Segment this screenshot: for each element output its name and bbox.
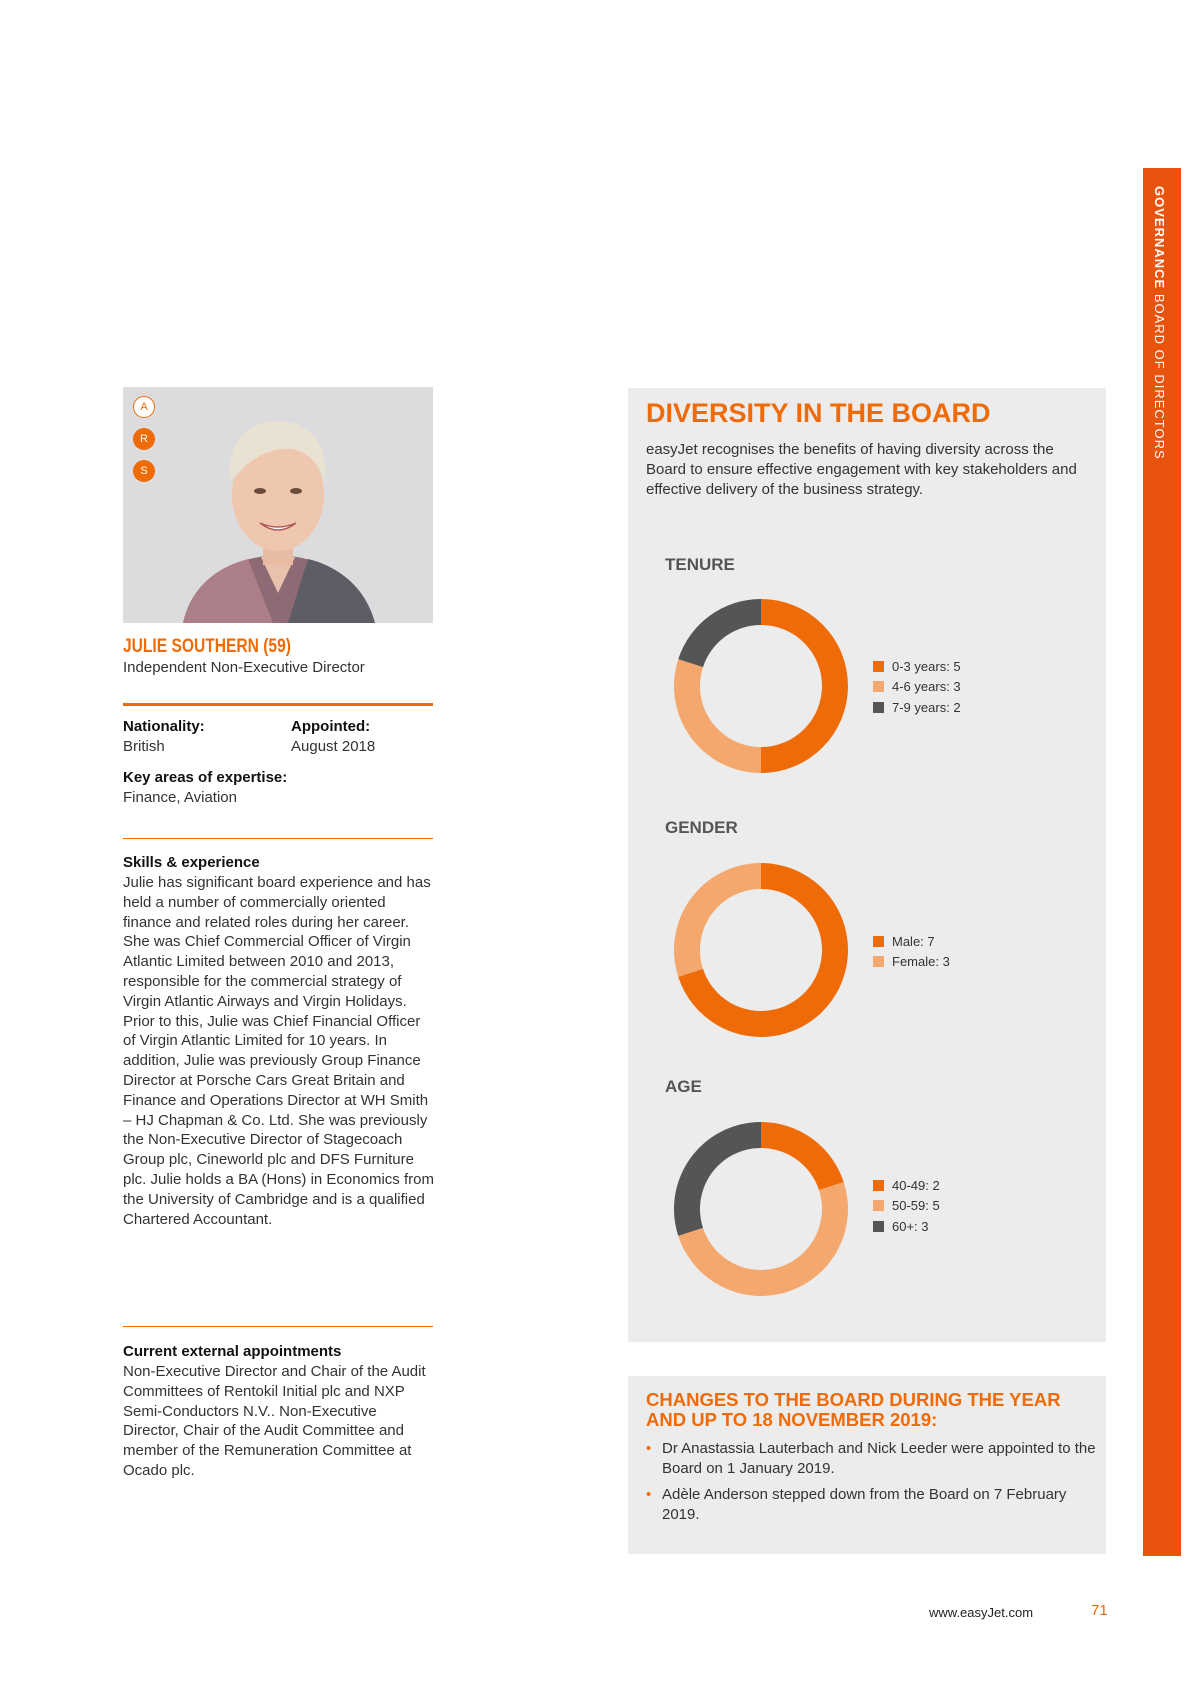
- legend-item: [873, 1216, 940, 1237]
- expertise-label: Key areas of expertise:: [123, 769, 288, 786]
- director-role: Independent Non-Executive Director: [123, 659, 365, 676]
- gender-donut-chart: [661, 850, 861, 1050]
- legend-label: 50-59: 5: [892, 1198, 940, 1214]
- divider: [123, 703, 433, 706]
- legend-item: [873, 677, 961, 698]
- board-change-text: Dr Anastassia Lauterbach and Nick Leeder were appointed to the Board on 1 January 2019.: [662, 1440, 1096, 1477]
- donut-slice-7-9-years: [678, 599, 761, 667]
- external-appointments-heading: Current external appointments: [123, 1343, 342, 1360]
- section-name: GOVERNANCE: [1152, 186, 1167, 290]
- legend-swatch: [873, 661, 884, 672]
- appointed-value: August 2018: [291, 738, 376, 755]
- diversity-title: DIVERSITY IN THE BOARD: [646, 398, 991, 428]
- legend-label: 4-6 years: 3: [892, 679, 961, 695]
- section-side-tab-label: [1143, 168, 1181, 1556]
- legend-item: [873, 656, 961, 677]
- legend-label: 60+: 3: [892, 1218, 929, 1234]
- legend-label: 40-49: 2: [892, 1177, 940, 1193]
- legend-item: [873, 697, 961, 718]
- legend-item: [873, 952, 950, 973]
- bullet-icon: •: [646, 1440, 652, 1457]
- legend-item: [873, 1175, 940, 1196]
- board-change-item: [646, 1439, 1096, 1479]
- nationality-label: Nationality:: [123, 718, 205, 735]
- donut-slice-0-3-years: [761, 599, 848, 773]
- age-donut-chart: [661, 1109, 861, 1309]
- donut-slice-50-59: [678, 1182, 848, 1296]
- expertise-value: Finance, Aviation: [123, 789, 237, 806]
- skills-text: Julie has significant board experience and has held a number of commercially oriented finance and related roles during her career. She was Chief Commercial Officer of Virgin Atlantic Limited between 2010 and 2013, responsible for the commercial strategy of Virgin Atlantic Airways and Virgin Holidays. Prior to this, Julie was Chief Financial Officer of Virgin Atlantic Limited for 10 years. In addition, Julie was previously Group Finance Director at Porsche Cars Great Britain and Finance and Operations Director at WH Smith – HJ Chapman & Co. Ltd. She was previously the Non-Executive Director of Stagecoach Group plc, Cineworld plc and DFS Furniture plc. Julie holds a BA (Hons) in Economics from the University of Cambridge and is a qualified Chartered Accountant.: [123, 874, 434, 1228]
- tenure-chart-title: TENURE: [665, 555, 735, 574]
- age-legend: [873, 1175, 940, 1237]
- legend-swatch: [873, 956, 884, 967]
- legend-swatch: [873, 1200, 884, 1211]
- legend-label: Female: 3: [892, 954, 950, 970]
- divider: [123, 1326, 433, 1327]
- gender-chart-title: GENDER: [665, 818, 738, 837]
- director-photo: [123, 387, 433, 623]
- skills-heading: Skills & experience: [123, 854, 260, 871]
- diversity-intro: easyJet recognises the benefits of having diversity across the Board to ensure effective engagement with key stakeholders and effective delivery of the business strategy.: [646, 441, 1077, 498]
- legend-swatch: [873, 936, 884, 947]
- subsection-name: BOARD OF DIRECTORS: [1152, 293, 1167, 460]
- committee-badge-s: S: [133, 460, 155, 482]
- footer-website: www.easyJet.com: [929, 1605, 1034, 1620]
- donut-slice-4-6-years: [674, 659, 761, 773]
- legend-item: [873, 931, 950, 952]
- external-appointments-text: Non-Executive Director and Chair of the Audit Committees of Rentokil Initial plc and NXP Semi-Conductors N.V.. Non-Executive Director, Chair of the Audit Committee and member of the Remuneration Committee at Ocado plc.: [123, 1363, 426, 1479]
- donut-slice-60-: [674, 1122, 761, 1236]
- legend-swatch: [873, 702, 884, 713]
- legend-swatch: [873, 681, 884, 692]
- bullet-icon: •: [646, 1486, 652, 1503]
- committee-badge-a: A: [133, 396, 155, 418]
- nationality-value: British: [123, 738, 165, 755]
- divider: [123, 838, 433, 839]
- legend-label: Male: 7: [892, 933, 935, 949]
- legend-item: [873, 1196, 940, 1217]
- board-change-item: [646, 1485, 1096, 1525]
- board-change-text: Adèle Anderson stepped down from the Board on 7 February 2019.: [662, 1486, 1067, 1523]
- age-chart-title: AGE: [665, 1077, 702, 1096]
- page-number: 71: [1091, 1602, 1108, 1619]
- tenure-legend: [873, 656, 961, 718]
- director-name: JULIE SOUTHERN (59): [123, 636, 291, 657]
- committee-badge-r: R: [133, 428, 155, 450]
- legend-swatch: [873, 1180, 884, 1191]
- donut-slice-female: [674, 863, 761, 977]
- legend-label: 0-3 years: 5: [892, 658, 961, 674]
- tenure-donut-chart: [661, 586, 861, 786]
- portrait-illustration: [123, 387, 433, 623]
- gender-legend: [873, 931, 950, 972]
- donut-slice-40-49: [761, 1122, 844, 1190]
- board-changes-title: CHANGES TO THE BOARD DURING THE YEAR AND UP TO 18 NOVEMBER 2019:: [646, 1389, 1061, 1430]
- appointed-label: Appointed:: [291, 718, 371, 735]
- legend-label: 7-9 years: 2: [892, 699, 961, 715]
- legend-swatch: [873, 1221, 884, 1232]
